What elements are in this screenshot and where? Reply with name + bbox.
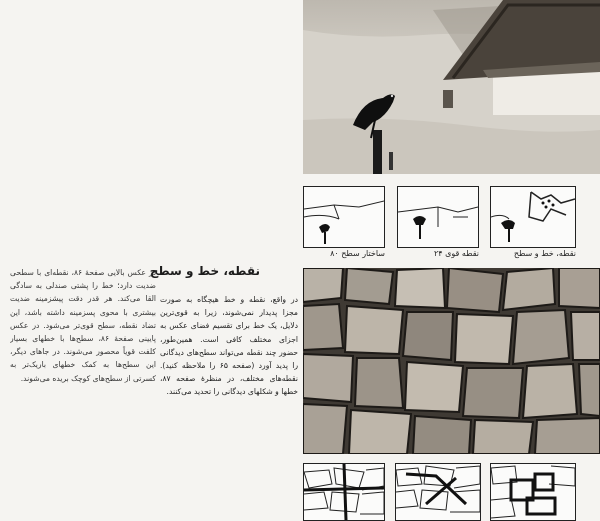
diagram-point-line-plane bbox=[490, 186, 576, 248]
diagram-wall-lines-1 bbox=[303, 463, 385, 521]
stone-wall-photo bbox=[303, 268, 600, 454]
body-paragraph-middle: در واقع، نقطه و خط هیچگاه به صورت مجزا پدیدار نمی‌شوند، زیرا به قوی‌ترین دلایل، یک خط برای تقسیم فضای عکس به اجزای مختلف کافی است. همین‌طور، حضور چند نقطه می‌تواند سطح‌های دیدگانی را پدید آورد (صفحه ۶۵ را ملاحظه کنید). نقطه‌های مختلف، در منظرهٔ صفحه ۸۷، خطها و شکلهای دیدگانی را تحدید می‌کنند. bbox=[160, 295, 298, 397]
body-paragraph-left: در عکس بالایی صفحهٔ ۸۶، نقطه‌ای با سطحی ضدیت دارد؛ خط را پشتی صندلی به سادگی القا می‌کند. هر قدر دقت پیشزمینه ضدیت بیشتری با محوی پسزمینه داشته باشد، این تضاد نقطه، سطح قوی‌تر می‌شود. در عکس پایینی صفحهٔ ۸۶، سطح‌ها با خطهای بسیار کلفت قویاً محصور می‌شوند. در جاهای دیگر، این سطح‌ها به کمک خطهای باریک‌تر به کسرتی از سطح‌های کوچک بریده می‌شوند. bbox=[10, 268, 156, 383]
diagram-wall-lines-2 bbox=[395, 463, 481, 521]
bird-photo bbox=[303, 0, 600, 174]
caption-strong-point: نقطه قوی ۲۴ bbox=[433, 249, 479, 258]
diagram-surface-structure bbox=[303, 186, 385, 248]
diagram-wall-shapes bbox=[490, 463, 576, 521]
section-heading: نقطه، خط و سطح bbox=[149, 264, 260, 278]
diagram-strong-point bbox=[397, 186, 479, 248]
caption-surface-structure: ساختار سطح ۸۰ bbox=[330, 249, 385, 258]
caption-point-line-plane: نقطه، خط و سطح bbox=[513, 249, 576, 258]
